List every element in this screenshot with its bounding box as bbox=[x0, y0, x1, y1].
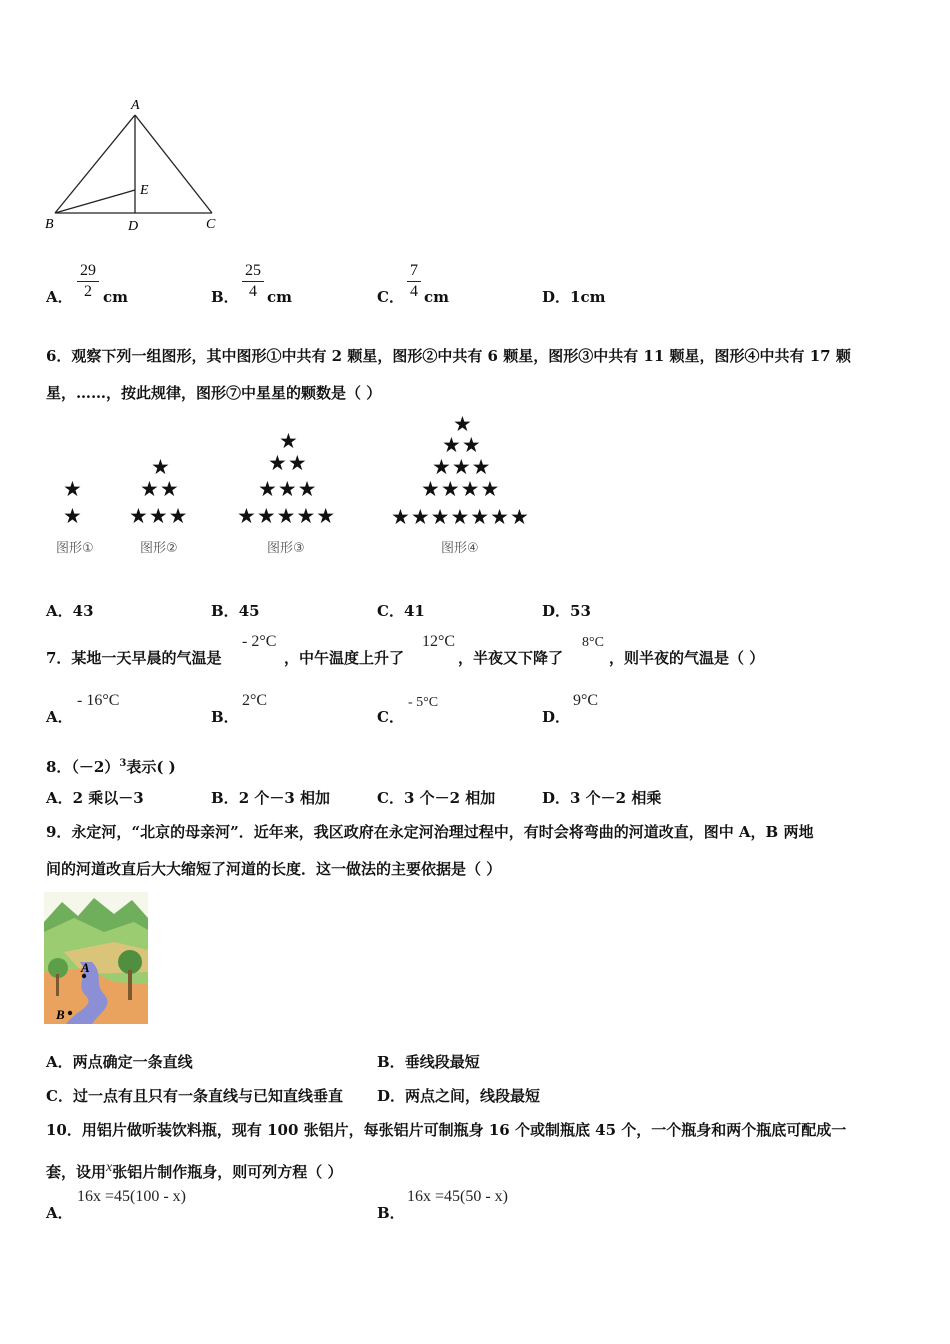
star-row-3: ★★★ bbox=[129, 504, 189, 528]
q7-part1: 7．某地一天早晨的气温是 bbox=[46, 649, 222, 667]
option-letter: D． bbox=[377, 1087, 406, 1105]
q10-line2-b: 张铝片制作瓶身，则可列方程（ ） bbox=[112, 1163, 343, 1181]
q5-option-a-unit: cm bbox=[103, 288, 129, 306]
option-text: 45 bbox=[238, 602, 260, 620]
star-icon: ★ bbox=[453, 412, 472, 436]
option-letter: C． bbox=[46, 1087, 73, 1105]
star-icon: ★ bbox=[63, 504, 82, 528]
q5-option-a-fraction: 29 2 bbox=[77, 262, 99, 301]
q5-option-a-letter[interactable]: A． bbox=[46, 288, 73, 306]
q9-option-b[interactable] bbox=[377, 1052, 480, 1072]
q10-variable: x bbox=[106, 1160, 113, 1175]
label-e: E bbox=[140, 183, 149, 198]
option-letter: B． bbox=[377, 1053, 405, 1071]
q7-option-b-text: 2°C bbox=[242, 692, 268, 709]
q9-line1: 9．永定河，“北京的母亲河”．近年来，我区政府在永定河治理过程中，有时会将弯曲的河道改直，图中 A，B 两地 bbox=[46, 823, 814, 841]
option-letter: C． bbox=[377, 789, 404, 807]
q7-option-d-letter[interactable]: D． bbox=[542, 708, 571, 726]
q8-exponent: 3 bbox=[119, 758, 127, 769]
q6-option-d[interactable] bbox=[542, 601, 591, 621]
q7-part2: ，中午温度上升了 bbox=[284, 649, 405, 667]
option-letter: B． bbox=[211, 789, 239, 807]
option-text: 53 bbox=[570, 602, 591, 620]
label-c: C bbox=[206, 217, 216, 232]
option-letter: D． bbox=[542, 789, 571, 807]
q6-option-a[interactable] bbox=[46, 601, 94, 621]
q5-option-b-letter[interactable]: B． bbox=[211, 288, 239, 306]
q8-prefix: 8．（－2） bbox=[46, 758, 120, 776]
q8-option-a[interactable] bbox=[46, 788, 144, 808]
q10-line1: 10．用铝片做听装饮料瓶，现有 100 张铝片，每张铝片可制瓶身 16 个或制瓶底 45 个，一个瓶身和两个瓶底可配成一 bbox=[46, 1121, 847, 1139]
q7-temp2: 12°C bbox=[422, 633, 456, 650]
q9-option-a[interactable] bbox=[46, 1052, 193, 1072]
q10-option-b-letter[interactable]: B． bbox=[377, 1204, 405, 1222]
q8-option-c[interactable] bbox=[377, 788, 495, 808]
star-row-3: ★★★ bbox=[258, 477, 318, 501]
option-text: 垂线段最短 bbox=[404, 1053, 480, 1071]
figure-caption-4: 图形④ bbox=[441, 541, 479, 556]
option-letter: A． bbox=[46, 789, 73, 807]
option-letter: C． bbox=[377, 602, 404, 620]
q6-line2: 星，……，按此规律，图形⑦中星星的颗数是（ ） bbox=[46, 384, 382, 402]
q6-option-b[interactable] bbox=[211, 601, 260, 621]
q5-option-d-letter: D． bbox=[542, 288, 571, 306]
q9-option-d[interactable] bbox=[377, 1086, 540, 1106]
star-row-2: ★★ bbox=[268, 451, 308, 475]
star-row-2: ★★ bbox=[140, 477, 180, 501]
label-d: D bbox=[128, 219, 139, 234]
option-letter: A． bbox=[46, 1053, 73, 1071]
q7-option-c-letter[interactable]: C． bbox=[377, 708, 404, 726]
q10-option-a-letter[interactable]: A． bbox=[46, 1204, 73, 1222]
river-landscape-image bbox=[44, 892, 148, 1024]
option-letter: D． bbox=[542, 602, 571, 620]
q6-line1: 6．观察下列一组图形，其中图形①中共有 2 颗星，图形②中共有 6 颗星，图形③中共有 11 颗星，图形④中共有 17 颗 bbox=[46, 347, 851, 365]
q5-option-b-unit: cm bbox=[267, 288, 293, 306]
label-b: B bbox=[45, 217, 54, 232]
option-text: 41 bbox=[403, 602, 425, 620]
q5-option-b-fraction: 25 4 bbox=[242, 262, 264, 301]
label-b: B bbox=[56, 1007, 65, 1022]
q5-option-d[interactable] bbox=[542, 287, 605, 307]
q7-temp1: - 2°C bbox=[242, 633, 277, 650]
q7-temp3: 8°C bbox=[582, 635, 604, 650]
q5-option-c-fraction: 7 4 bbox=[407, 262, 421, 301]
star-row-4: ★★★★ bbox=[421, 477, 501, 501]
star-icon: ★ bbox=[151, 455, 170, 479]
option-text: 2 乘以－3 bbox=[72, 789, 144, 807]
star-row-2: ★★ bbox=[442, 433, 482, 457]
figure-caption-3: 图形③ bbox=[267, 541, 305, 556]
q7-part4: ，则半夜的气温是（ ） bbox=[609, 649, 765, 667]
option-text: 两点之间，线段最短 bbox=[405, 1087, 541, 1105]
option-letter: B． bbox=[211, 602, 239, 620]
q5-option-d-text: 1cm bbox=[570, 288, 606, 306]
triangle-figure bbox=[40, 95, 230, 240]
q8-option-b[interactable] bbox=[211, 788, 330, 808]
q6-option-c[interactable] bbox=[377, 601, 425, 621]
star-row-3: ★★★ bbox=[432, 455, 492, 479]
q7-option-d-text: 9°C bbox=[573, 692, 599, 709]
option-text: 两点确定一条直线 bbox=[72, 1053, 193, 1071]
option-text: 过一点有且只有一条直线与已知直线垂直 bbox=[72, 1087, 343, 1105]
label-a: A bbox=[81, 960, 90, 975]
q8-option-d[interactable] bbox=[542, 788, 661, 808]
q7-part3: ，半夜又下降了 bbox=[458, 649, 564, 667]
option-text: 3 个－2 相加 bbox=[403, 789, 496, 807]
q7-option-a-letter[interactable]: A． bbox=[46, 708, 73, 726]
q7-option-c-text: - 5°C bbox=[408, 695, 439, 710]
q8-suffix: 表示( ) bbox=[126, 758, 176, 776]
q9-line2: 间的河道改直后大大缩短了河道的长度．这一做法的主要依据是（ ） bbox=[46, 860, 502, 878]
label-a: A bbox=[131, 98, 140, 113]
figure-caption-1: 图形① bbox=[56, 541, 94, 556]
q10-line2-a: 套，设用 bbox=[46, 1163, 107, 1181]
figure-caption-2: 图形② bbox=[140, 541, 178, 556]
q10-option-a-equation: 16x =45(100 - x) bbox=[77, 1188, 187, 1205]
star-icon: ★ bbox=[279, 429, 298, 453]
option-text: 3 个－2 相乘 bbox=[570, 789, 662, 807]
q7-option-b-letter[interactable]: B． bbox=[211, 708, 239, 726]
q7-option-a-text: - 16°C bbox=[77, 692, 120, 709]
option-letter: A． bbox=[46, 602, 73, 620]
option-text: 2 个－3 相加 bbox=[238, 789, 331, 807]
q10-line2 bbox=[46, 1158, 342, 1182]
option-text: 43 bbox=[72, 602, 94, 620]
q8-question bbox=[46, 754, 176, 777]
q5-option-c-unit: cm bbox=[424, 288, 450, 306]
q10-option-b-equation: 16x =45(50 - x) bbox=[407, 1188, 509, 1205]
star-icon: ★ bbox=[63, 477, 82, 501]
star-row-7: ★★★★★★★ bbox=[391, 505, 530, 529]
q5-option-c-letter[interactable]: C． bbox=[377, 288, 404, 306]
star-row-5: ★★★★★ bbox=[237, 504, 337, 528]
q9-option-c[interactable] bbox=[46, 1086, 343, 1106]
